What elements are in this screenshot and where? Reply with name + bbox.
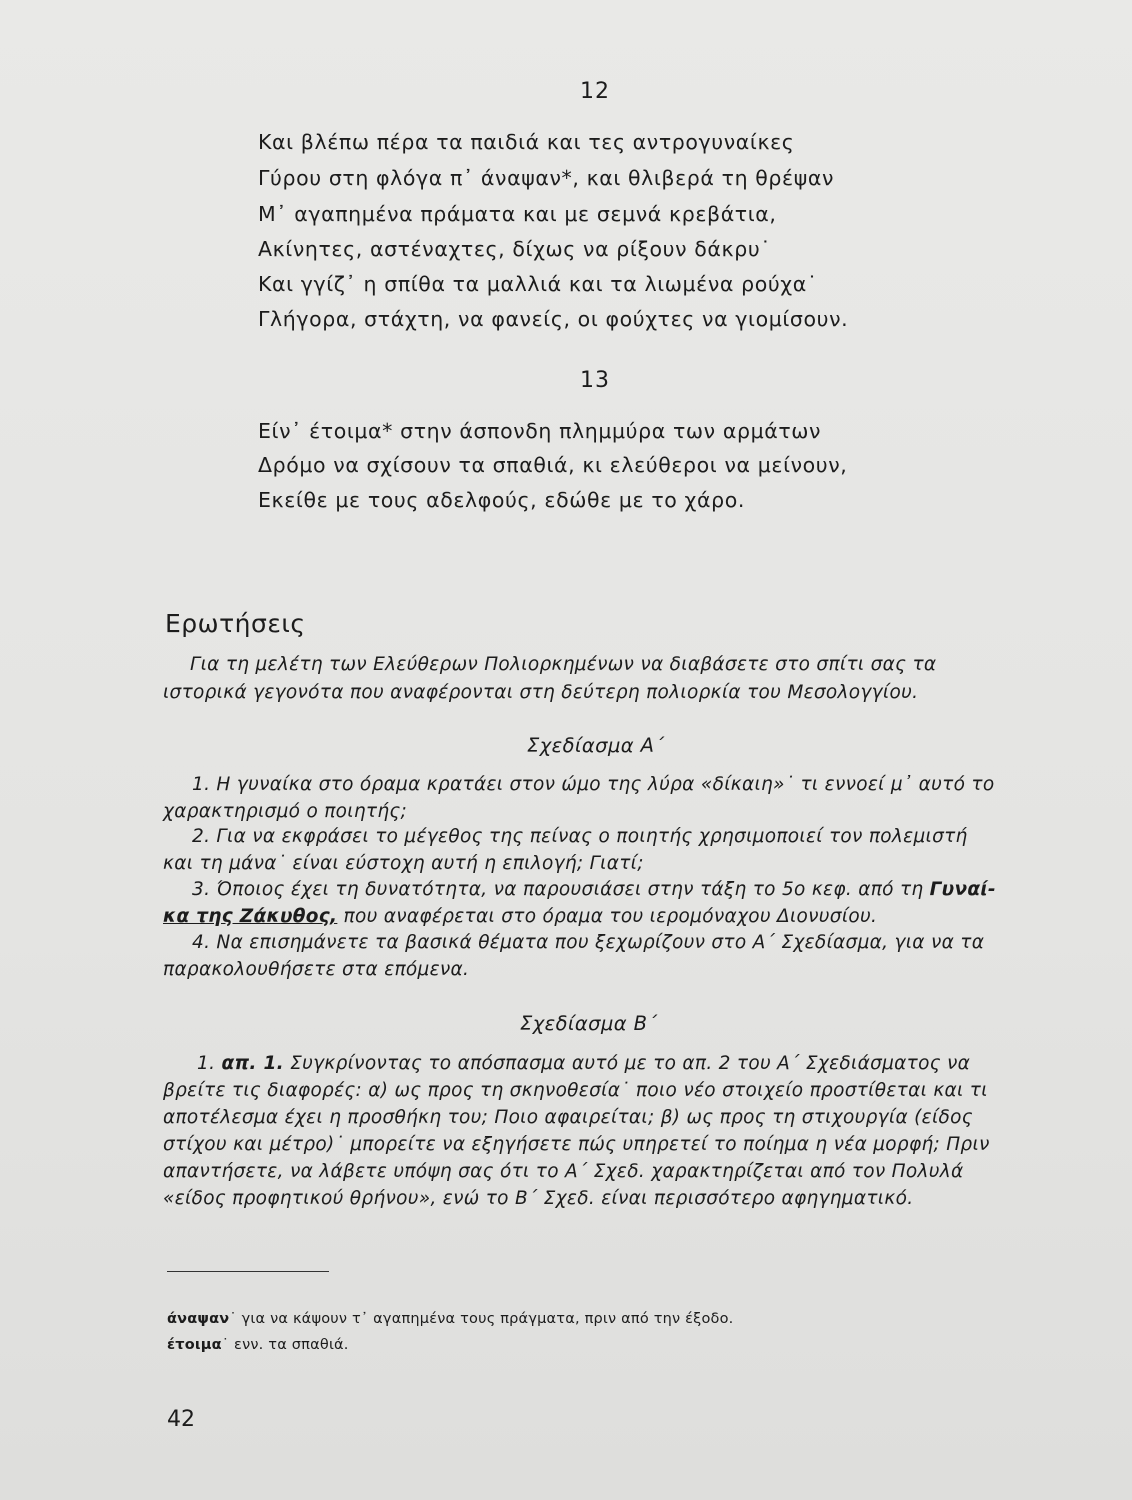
draft-b-question-1-cont: απαντήσετε, να λάβετε υπόψη σας ότι το Α΄ Σχεδ. χαρακτηρίζεται από τον Πολυλά — [163, 1161, 964, 1182]
draft-a-question-2-cont: και τη μάνα˙ είναι εύστοχη αυτή η επιλογή; Γιατί; — [163, 853, 644, 874]
verse-line: Ακίνητες, αστέναχτες, δίχως να ρίξουν δάκρυ˙ — [258, 237, 772, 261]
verse-line: Και βλέπω πέρα τα παιδιά και τες αντρογυναίκες — [258, 130, 795, 154]
verse-line: Είν᾿ έτοιμα* στην άσπονδη πλημμύρα των αρμάτων — [258, 419, 822, 443]
verse-line: Γύρου στη φλόγα π᾿ άναψαν*, και θλιβερά τη θρέψαν — [258, 166, 835, 190]
stanza-number-13: 13 — [580, 368, 610, 393]
draft-a-question-1-cont: χαρακτηρισμό ο ποιητής; — [163, 801, 408, 822]
footnote: άναψαν˙ για να κάψουν τ᾿ αγαπημένα τους πράγματα, πριν από την έξοδο. — [167, 1311, 734, 1327]
questions-title: Ερωτήσεις — [165, 609, 306, 638]
draft-b-question-1-cont: βρείτε τις διαφορές: α) ως προς τη σκηνοθεσία˙ ποιο νέο στοιχείο προστίθεται και τι — [163, 1080, 988, 1101]
verse-line: Μ᾿ αγαπημένα πράματα και με σεμνά κρεβάτια, — [258, 202, 777, 226]
stanza-number-12: 12 — [580, 79, 610, 104]
draft-a-question-3-cont: κα της Ζάκυθος, που αναφέρεται στο όραμα του ιερομόναχου Διονυσίου. — [163, 906, 878, 927]
verse-line: Και γγίζ᾿ η σπίθα τα μαλλιά και τα λιωμένα ρούχα˙ — [258, 272, 818, 296]
intro-line: ιστορικά γεγονότα που αναφέρονται στη δεύτερη πολιορκία του Μεσολογγίου. — [163, 682, 919, 703]
verse-line: Γλήγορα, στάχτη, να φανείς, οι φούχτες να γιομίσουν. — [258, 307, 849, 331]
draft-a-question-4-cont: παρακολουθήσετε στα επόμενα. — [163, 959, 470, 980]
page-number: 42 — [167, 1407, 195, 1432]
footnote: έτοιμα˙ ενν. τα σπαθιά. — [167, 1337, 349, 1353]
draft-a-question-4: 4. Να επισημάνετε τα βασικά θέματα που ξεχωρίζουν στο Α΄ Σχεδίασμα, για να τα — [192, 932, 985, 953]
draft-b-question-1-cont: «είδος προφητικού θρήνου», ενώ το Β΄ Σχεδ. είναι περισσότερο αφηγηματικό. — [163, 1188, 914, 1209]
footnote-divider — [167, 1271, 329, 1272]
draft-a-question-1: 1. Η γυναίκα στο όραμα κρατάει στον ώμο της λύρα «δίκαιη»˙ τι εννοεί μ᾿ αυτό το — [192, 774, 995, 795]
draft-b-question-1-cont: αποτέλεσμα έχει η προσθήκη του; Ποιο αφαιρείται; β) ως προς τη στιχουργία (είδος — [163, 1107, 973, 1128]
draft-a-question-2: 2. Για να εκφράσει το μέγεθος της πείνας ο ποιητής χρησιμοποιεί τον πολεμιστή — [192, 826, 968, 847]
draft-b-question-1-cont: στίχου και μέτρο)˙ μπορείτε να εξηγήσετε πώς υπηρετεί το ποίημα η νέα μορφή; Πριν — [163, 1134, 990, 1155]
draft-a-question-3: 3. Όποιος έχει τη δυνατότητα, να παρουσιάσει στην τάξη το 5ο κεφ. από τη Γυναί- — [192, 879, 996, 900]
draft-b-question-1: 1. απ. 1. Συγκρίνοντας το απόσπασμα αυτό με το απ. 2 του Α΄ Σχεδιάσματος να — [197, 1053, 971, 1074]
verse-line: Δρόμο να σχίσουν τα σπαθιά, κι ελεύθεροι να μείνουν, — [258, 453, 848, 477]
draft-a-heading: Σχεδίασμα Α΄ — [527, 734, 665, 757]
draft-b-heading: Σχεδίασμα Β΄ — [520, 1012, 658, 1035]
verse-line: Εκείθε με τους αδελφούς, εδώθε με το χάρο. — [258, 488, 745, 512]
intro-line: Για τη μελέτη των Ελεύθερων Πολιορκημένων να διαβάσετε στο σπίτι σας τα — [190, 654, 937, 675]
